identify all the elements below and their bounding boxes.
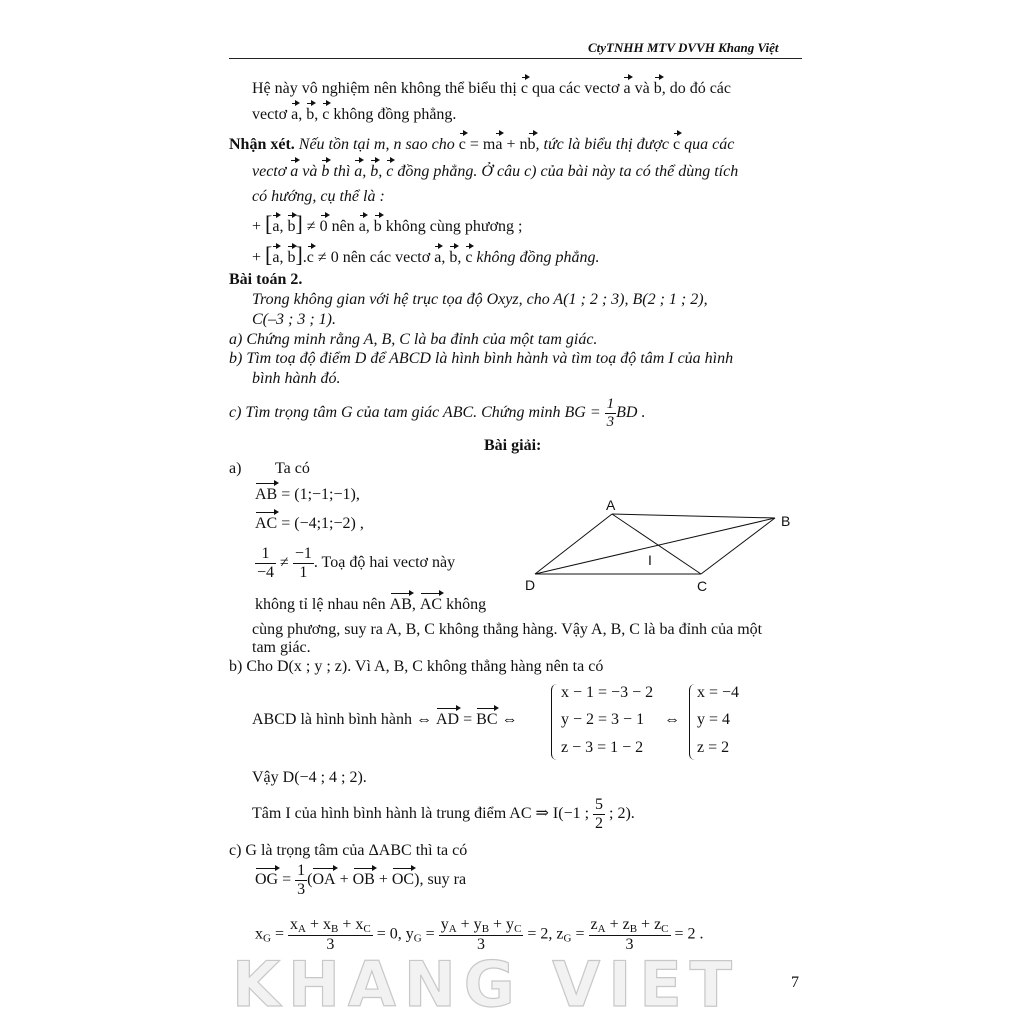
label-d: D	[525, 577, 536, 593]
system-1-eq-3: z − 3 = 1 − 2	[561, 739, 644, 756]
part-a-intro: Ta có	[275, 460, 310, 477]
problem-statement-2: C(–3 ; 3 ; 1).	[252, 311, 336, 328]
problem-statement-1: Trong không gian với hệ trục tọa độ Oxyz, cho A(1 ; 2 ; 3), B(2 ; 1 ; 2),	[252, 291, 708, 308]
centroid-coordinates: $x_G$ = $\frac{x_A + x_B + x_C}{3}$ = 0, $y_G$ = $\frac{y_A + y_B + y_C}{3}$ = 2, $z_G$ = $\frac{z_A + z_B + z_C}{3}$ = 2 .	[255, 916, 704, 953]
d-result: Vậy D(−4 ; 4 ; 2).	[252, 769, 367, 786]
remark-line-2: vectơ a và b thì a, b, c đồng phẳng. Ở câu c) của bài này ta có thể dùng tích	[252, 163, 739, 180]
conclusion-line-1: cùng phương, suy ra A, B, C không thẳng hàng. Vậy A, B, C là ba đỉnh của một	[252, 621, 763, 638]
vector-ab-line: AB = (1;−1;−1),	[255, 486, 360, 503]
system-1-eq-1: x − 1 = −3 − 2	[561, 684, 654, 701]
system-2-eq-1: x = −4	[697, 684, 740, 701]
running-header: CtyTNHH MTV DVVH Khang Việt	[588, 40, 779, 55]
equivalence-arrow: ⇔	[664, 711, 680, 728]
header-rule	[229, 58, 802, 59]
watermark-logo: KHANG VIET	[232, 948, 740, 1021]
conclusion-line-2: tam giác.	[252, 639, 311, 656]
remark-line-1: Nhận xét. Nếu tồn tại m, n sao cho c = ma + nb, tức là biểu thị được c qua các	[229, 136, 735, 153]
solution-title: Bài giải:	[484, 437, 542, 454]
og-formula: OG = $\frac{1}{3}$ (OA + OB + OC), suy ra	[255, 862, 467, 898]
problem-part-b-1: b) Tìm toạ độ điểm D để ABCD là hình bình hành và tìm toạ độ tâm I của hình	[229, 350, 734, 367]
problem-part-b-2: bình hành đó.	[252, 370, 341, 387]
parallelogram-condition: ABCD là hình bình hành ⇔ AD = BC ⇔	[252, 711, 518, 728]
remark-line-3: có hướng, cụ thể là :	[252, 188, 385, 205]
problem-title: Bài toán 2.	[229, 271, 303, 288]
part-b-line: b) Cho D(x ; y ; z). Vì A, B, C không thẳng hàng nên ta có	[229, 658, 604, 675]
page-number: 7	[791, 974, 799, 991]
label-a: A	[606, 497, 616, 513]
label-i: I	[648, 552, 652, 568]
intro-line-1: Hệ này vô nghiệm nên không thể biểu thị c qua các vectơ a và b, do đó các	[252, 80, 731, 97]
remark-bullet-2: + [a, b].c ≠ 0 nên các vectơ a, b, c không đồng phẳng.	[252, 242, 600, 267]
edge-ab	[612, 514, 775, 518]
not-proportional-line: không tỉ lệ nhau nên AB, AC không	[255, 596, 487, 613]
vector-ac-line: AC = (−4;1;−2) ,	[255, 515, 364, 532]
label-c: C	[697, 578, 708, 594]
part-c-line: c) G là trọng tâm của ΔABC thì ta có	[229, 842, 468, 859]
ratio-line: $\frac{1}{-4}$ ≠ $\frac{-1}{1}$ . Toạ độ hai vectơ này	[257, 545, 456, 581]
diagonal-ac	[612, 514, 701, 574]
system-brace-1	[551, 684, 560, 760]
center-i-line: Tâm I của hình bình hành là trung điểm AC ⇒ I(−1 ; $\frac{5}{2}$ ; 2).	[252, 796, 635, 832]
problem-part-c: c) Tìm trọng tâm G của tam giác ABC. Chứng minh BG = $\frac{1}{3}$ BD .	[229, 396, 646, 430]
intro-line-2: vectơ a, b, c không đồng phẳng.	[252, 106, 457, 123]
remark-bullet-1: + [a, b] ≠ 0 nên a, b không cùng phương ;	[252, 211, 523, 236]
label-b: B	[781, 513, 791, 529]
part-a-label: a)	[229, 460, 242, 477]
system-2-eq-3: z = 2	[697, 739, 730, 756]
problem-part-a: a) Chứng minh rằng A, B, C là ba đỉnh của một tam giác.	[229, 331, 598, 348]
system-2-eq-2: y = 4	[697, 711, 731, 728]
parallelogram-diagram	[520, 495, 800, 595]
system-1-eq-2: y − 2 = 3 − 1	[561, 711, 645, 728]
